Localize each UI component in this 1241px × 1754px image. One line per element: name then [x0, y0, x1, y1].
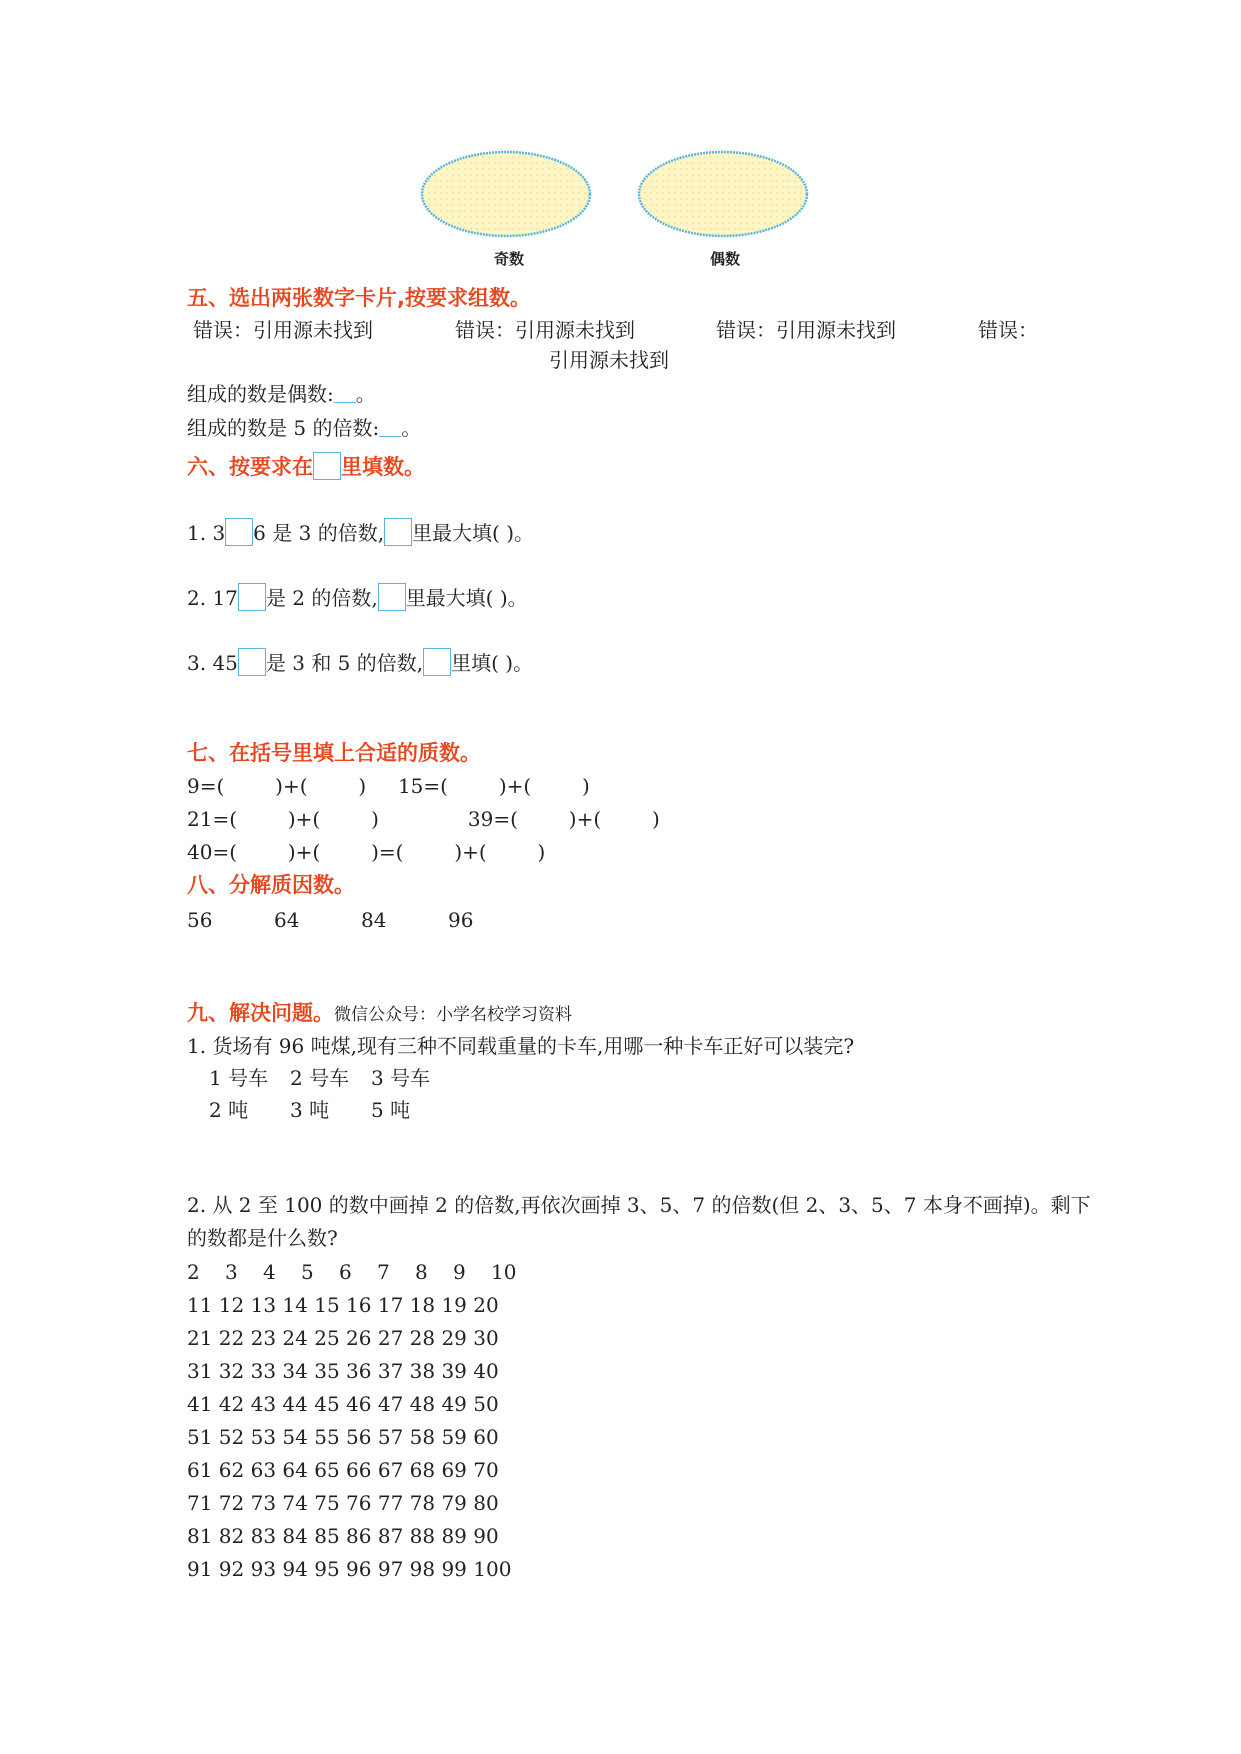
section7-heading: 七、在括号里填上合适的质数。: [187, 741, 481, 765]
q3-ref-box: [423, 648, 451, 676]
factor-number-96: 96: [448, 908, 474, 932]
grid-number: 3: [225, 1260, 238, 1284]
odd-label: 奇数: [494, 250, 525, 268]
q2-digit-box[interactable]: [238, 583, 266, 611]
factor-number-64: 64: [274, 908, 300, 932]
section8-heading: 八、分解质因数。: [187, 873, 355, 897]
grid-number: 9: [453, 1260, 466, 1284]
grid-number: 4: [263, 1260, 276, 1284]
card-error-4-cont: 引用源未找到: [549, 348, 669, 372]
section9-question-1: 1. 货场有 96 吨煤,现有三种不同载重量的卡车,用哪一种卡车正好可以装完?: [187, 1034, 855, 1058]
grid-number: 5: [301, 1260, 314, 1284]
truck-3-load: 5 吨: [371, 1098, 411, 1122]
even-label: 偶数: [710, 250, 741, 268]
section6-question-1: 1. 3 6 是 3 的倍数, 里最大填( )。: [187, 518, 534, 546]
section5-heading: 五、选出两张数字卡片,按要求组数。: [187, 286, 531, 310]
q1-ref-box: [384, 518, 412, 546]
section9-question-2-line-1: 2. 从 2 至 100 的数中画掉 2 的倍数,再依次画掉 3、5、7 的倍数(但 2、3、5、7 本身不画掉)。剩下: [187, 1193, 1091, 1217]
card-error-1: 错误：引用源未找到: [193, 318, 373, 342]
number-grid-row-1: [187, 1260, 529, 1284]
odd-oval: [422, 152, 590, 236]
section9-question-2-line-2: 的数都是什么数?: [187, 1226, 338, 1250]
grid-number: 2: [187, 1260, 200, 1284]
factor-number-56: 56: [187, 908, 213, 932]
section6-heading: 六、按要求在 里填数。: [187, 452, 425, 480]
number-grid-row-5: 41 42 43 44 45 46 47 48 49 50: [187, 1392, 499, 1416]
truck-2-load: 3 吨: [290, 1098, 330, 1122]
card-error-2: 错误：引用源未找到: [455, 318, 635, 342]
truck-2-label: 2 号车: [290, 1066, 350, 1090]
even-answer-blank[interactable]: [334, 384, 356, 403]
q3-digit-box[interactable]: [238, 648, 266, 676]
truck-1-load: 2 吨: [209, 1098, 249, 1122]
grid-number: 8: [415, 1260, 428, 1284]
section6-question-3: 3. 45 是 3 和 5 的倍数, 里填( )。: [187, 648, 533, 676]
grid-number: 6: [339, 1260, 352, 1284]
section6-question-2: 2. 17 是 2 的倍数, 里最大填( )。: [187, 583, 528, 611]
number-grid-row-6: 51 52 53 54 55 56 57 58 59 60: [187, 1425, 499, 1449]
odd-even-ovals: [420, 148, 820, 248]
grid-number: 10: [491, 1260, 517, 1284]
number-grid-row-4: 31 32 33 34 35 36 37 38 39 40: [187, 1359, 499, 1383]
number-grid-row-9: 81 82 83 84 85 86 87 88 89 90: [187, 1524, 499, 1548]
even-oval: [639, 152, 807, 236]
number-grid-row-10: 91 92 93 94 95 96 97 98 99 100: [187, 1557, 512, 1581]
card-error-4: 错误：: [978, 318, 1038, 342]
factor-number-84: 84: [361, 908, 387, 932]
section9-heading: 九、解决问题。微信公众号：小学名校学习资料: [187, 1001, 572, 1025]
heading-box: [313, 452, 341, 480]
number-grid-row-7: 61 62 63 64 65 66 67 68 69 70: [187, 1458, 499, 1482]
truck-1-label: 1 号车: [209, 1066, 269, 1090]
truck-3-label: 3 号车: [371, 1066, 431, 1090]
even-number-line: 组成的数是偶数: 。: [187, 382, 376, 406]
watermark-text: 微信公众号：小学名校学习资料: [334, 1005, 572, 1025]
prime-sum-line-2: 21=( )+( ) 39=( )+( ): [187, 807, 660, 831]
q1-digit-box[interactable]: [225, 518, 253, 546]
multiple5-line: 组成的数是 5 的倍数: 。: [187, 416, 422, 440]
q2-ref-box: [378, 583, 406, 611]
number-grid-row-3: 21 22 23 24 25 26 27 28 29 30: [187, 1326, 499, 1350]
multiple5-answer-blank[interactable]: [379, 418, 401, 437]
prime-sum-line-3: 40=( )+( )=( )+( ): [187, 840, 546, 864]
grid-number: 7: [377, 1260, 390, 1284]
prime-sum-line-1: 9=( )+( ) 15=( )+( ): [187, 774, 590, 798]
number-grid-row-8: 71 72 73 74 75 76 77 78 79 80: [187, 1491, 499, 1515]
card-error-3: 错误：引用源未找到: [716, 318, 896, 342]
number-grid-row-2: 11 12 13 14 15 16 17 18 19 20: [187, 1293, 499, 1317]
